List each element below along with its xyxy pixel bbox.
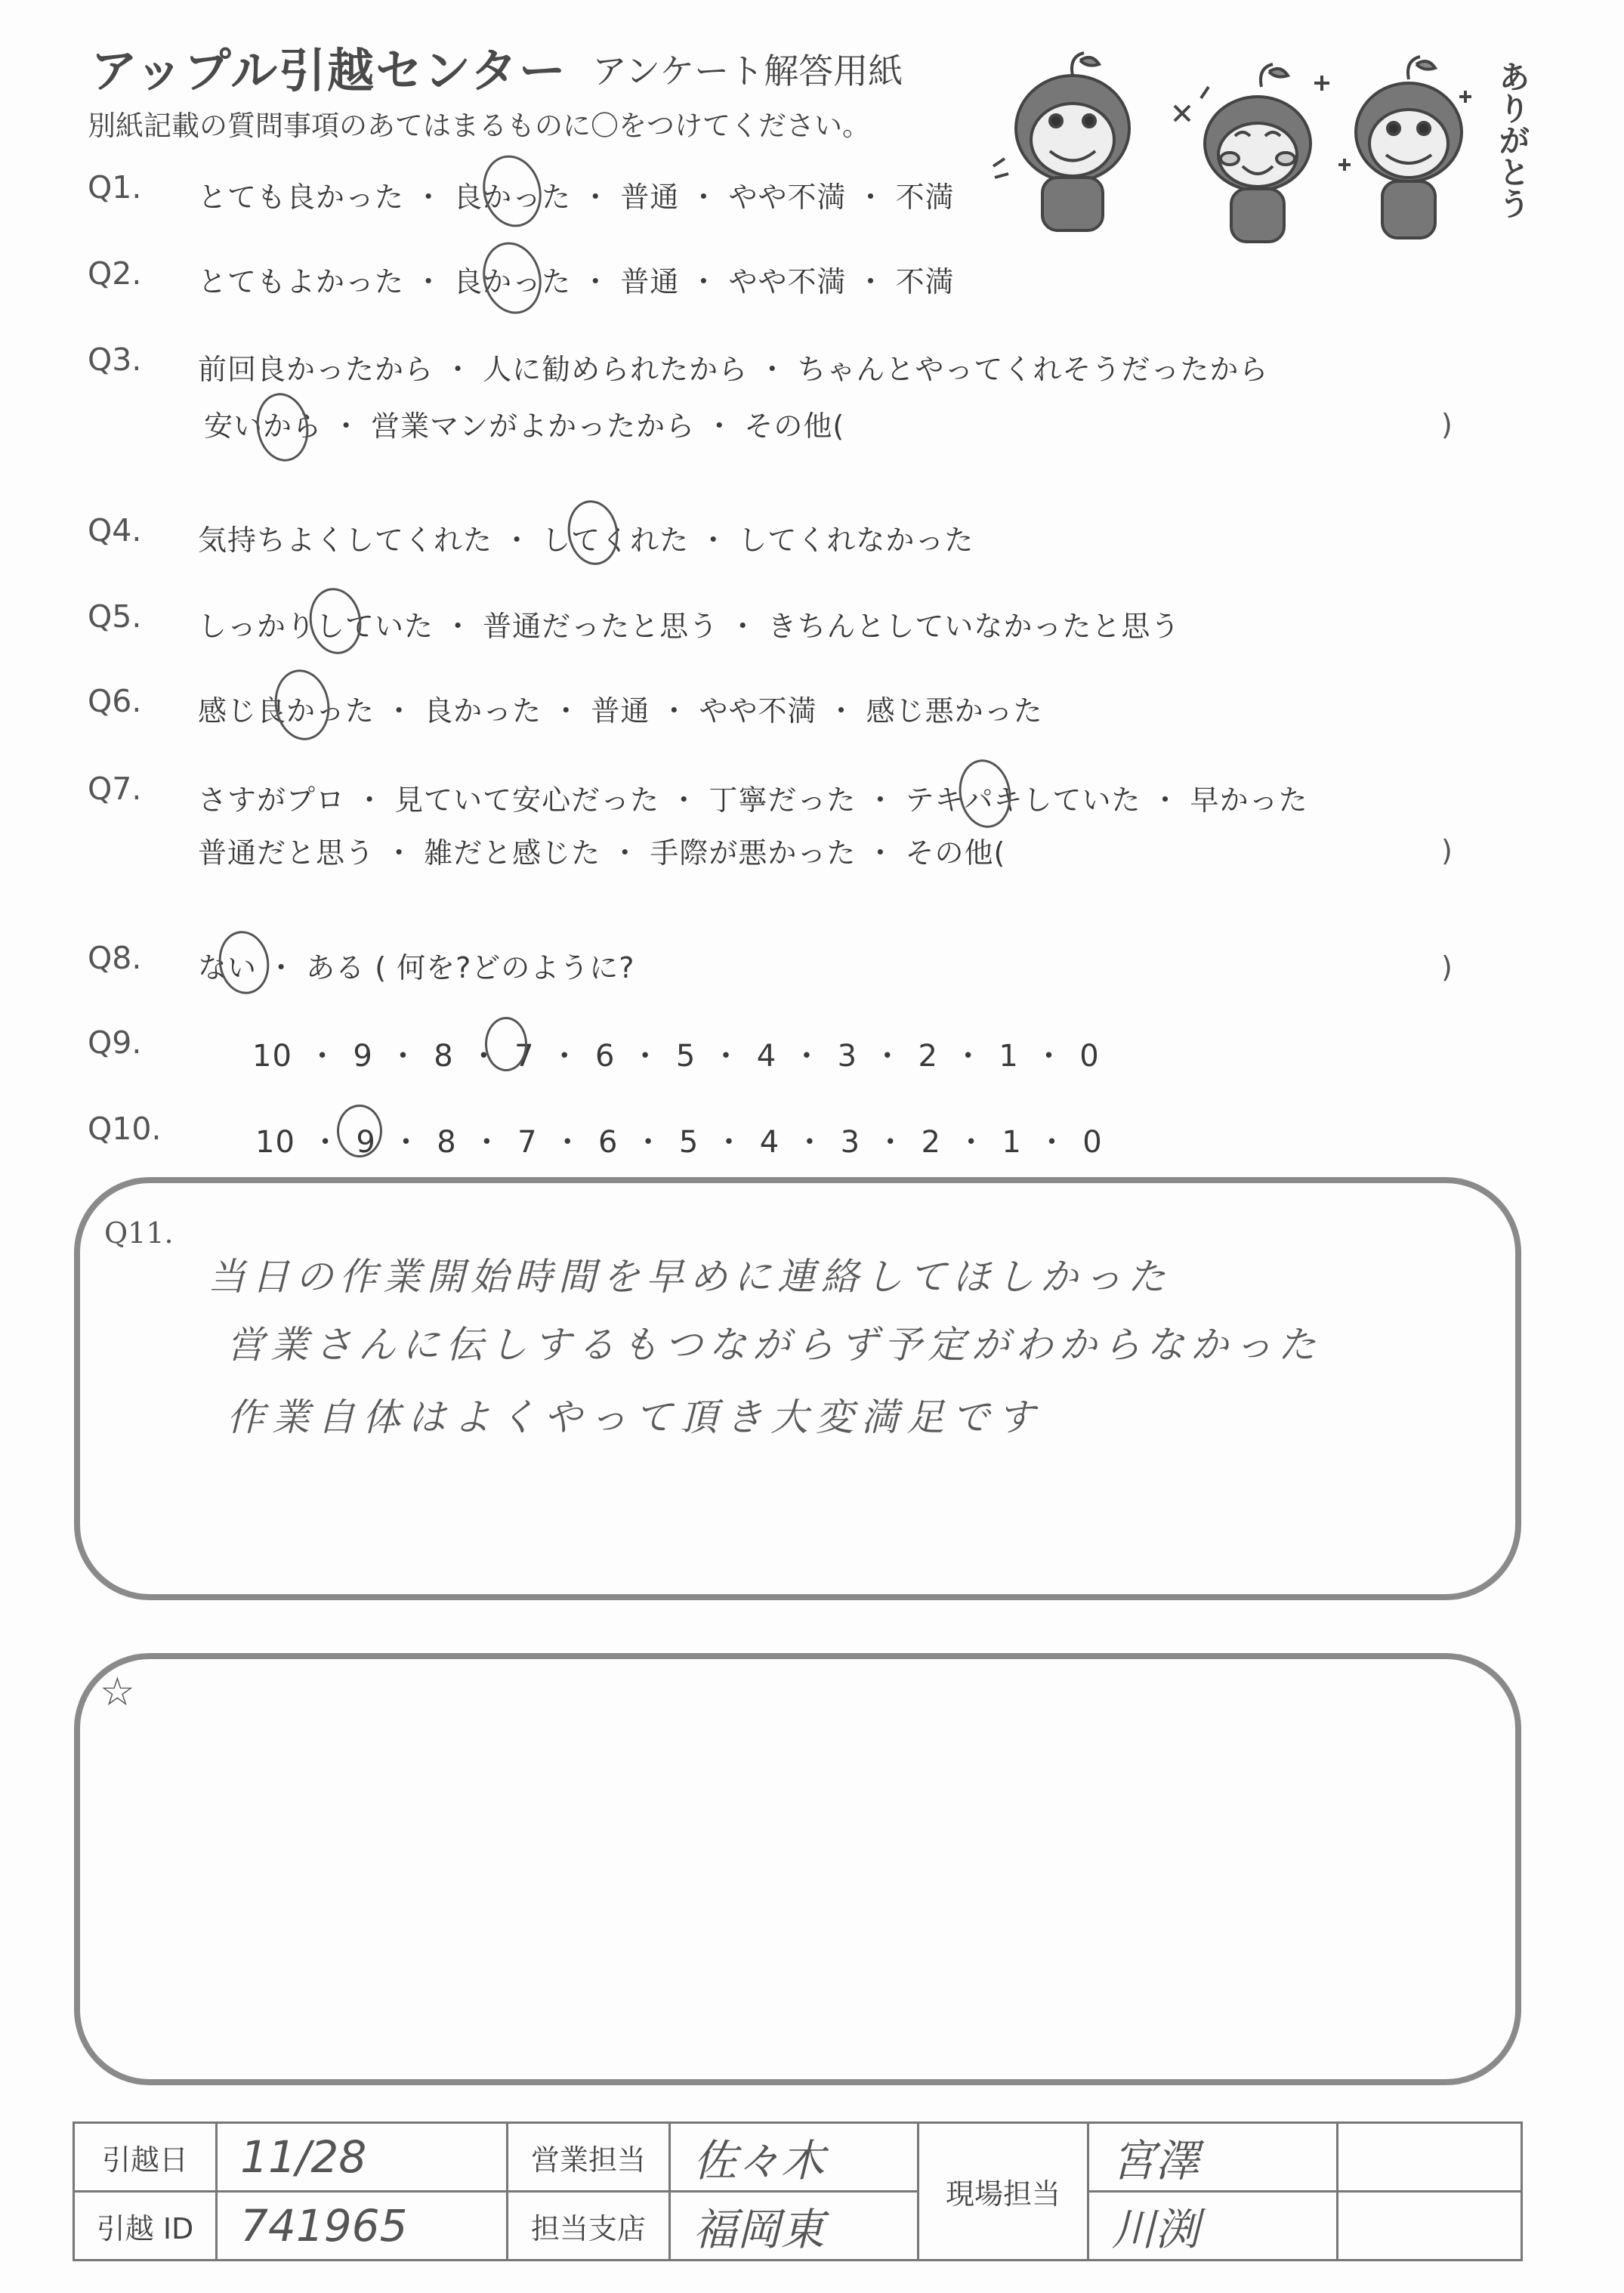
site-staff-1: 宮澤 xyxy=(1088,2123,1337,2192)
site-staff-2: 川渕 xyxy=(1088,2192,1337,2261)
q8-options: ない ・ ある ( 何を?どのように? xyxy=(198,951,635,984)
branch-label: 担当支店 xyxy=(508,2192,669,2261)
move-date-value: 11/28 xyxy=(217,2123,508,2192)
q7-label: Q7. xyxy=(88,771,142,807)
q5-answer-circle xyxy=(304,584,366,658)
q11-comment-line-3: 作業自体はよくやって頂き大変満足です xyxy=(227,1395,1042,1439)
q9-answer-circle xyxy=(485,1017,527,1071)
q6-answer-circle xyxy=(269,665,335,744)
q3-close-paren: ) xyxy=(1441,408,1453,441)
q8-close-paren: ) xyxy=(1441,950,1453,984)
q4-options: 気持ちよくしてくれた ・ してくれた ・ してくれなかった xyxy=(198,524,974,557)
q9-label: Q9. xyxy=(88,1024,142,1061)
q4-label: Q4. xyxy=(88,512,142,549)
footer-info-table xyxy=(73,2121,1523,2261)
q2-answer-circle xyxy=(475,236,549,320)
star-comment-box xyxy=(74,1653,1521,2085)
instruction-text: 別紙記載の質問事項のあてはまるものに〇をつけてください。 xyxy=(88,110,870,142)
q8-answer-circle xyxy=(214,927,274,998)
q3-options-line1: 前回良かったから ・ 人に勧められたから ・ ちゃんとやってくれそうだったから xyxy=(198,353,1269,386)
q3-answer-circle xyxy=(252,389,314,465)
star-icon: ☆ xyxy=(100,1670,135,1715)
q3-options-line2: 安いから ・ 営業マンがよかったから ・ その他( xyxy=(204,409,845,443)
q1-label: Q1. xyxy=(88,169,142,206)
branch-value: 福岡東 xyxy=(669,2192,919,2261)
q7-options-line2: 普通だと思う ・ 雑だと感じた ・ 手際が悪かった ・ その他( xyxy=(198,836,1006,870)
q6-options: 感じ良かった ・ 良かった ・ 普通 ・ やや不満 ・ 感じ悪かった xyxy=(198,694,1043,728)
q7-answer-circle xyxy=(954,756,1017,832)
q11-comment-line-2: 営業さんに伝しするもつながらず予定がわからなかった xyxy=(227,1323,1322,1367)
monkey-mascot-illustration xyxy=(990,45,1518,257)
mascot-thanks-text: ありがとう xyxy=(1494,60,1531,219)
q10-scale: 10 ・ 9 ・ 8 ・ 7 ・ 6 ・ 5 ・ 4 ・ 3 ・ 2 ・ 1 ・ 0 xyxy=(255,1125,1103,1160)
site-staff-label: 現場担当 xyxy=(919,2123,1088,2261)
q11-label: Q11. xyxy=(104,1216,174,1250)
move-id-label: 引越 ID xyxy=(74,2192,217,2261)
q3-label: Q3. xyxy=(88,341,142,378)
move-id-value: 741965 xyxy=(217,2192,508,2261)
q2-label: Q2. xyxy=(88,255,142,292)
q5-options: しっかりしていた ・ 普通だったと思う ・ きちんとしていなかったと思う xyxy=(198,610,1181,643)
q8-label: Q8. xyxy=(88,940,142,976)
q2-options: とてもよかった ・ 良かった ・ 普通 ・ やや不満 ・ 不満 xyxy=(198,265,955,298)
move-date-label: 引越日 xyxy=(74,2123,217,2192)
form-subtitle: アンケート解答用紙 xyxy=(592,51,903,91)
sales-staff-value: 佐々木 xyxy=(669,2123,919,2192)
q5-label: Q5. xyxy=(88,598,142,635)
q1-answer-circle xyxy=(475,149,549,233)
q9-scale: 10 ・ 9 ・ 8 ・ 7 ・ 6 ・ 5 ・ 4 ・ 3 ・ 2 ・ 1 ・ 0 xyxy=(252,1039,1100,1074)
company-title: アップル引越センター xyxy=(91,43,567,98)
site-staff-empty-2 xyxy=(1337,2192,1521,2261)
q10-answer-circle xyxy=(337,1105,382,1157)
q7-options-line1: さすがプロ ・ 見ていて安心だった ・ 丁寧だった ・ テキパキしていた ・ 早かった xyxy=(198,783,1308,817)
q6-label: Q6. xyxy=(88,683,142,719)
q11-comment-line-1: 当日の作業開始時間を早めに連絡してほしかった xyxy=(208,1255,1172,1299)
q10-label: Q10. xyxy=(88,1111,162,1147)
q1-options: とても良かった ・ 良かった ・ 普通 ・ やや不満 ・ 不満 xyxy=(198,181,955,214)
site-staff-empty-1 xyxy=(1337,2123,1521,2192)
q7-close-paren: ) xyxy=(1441,834,1453,867)
sales-staff-label: 営業担当 xyxy=(508,2123,669,2192)
